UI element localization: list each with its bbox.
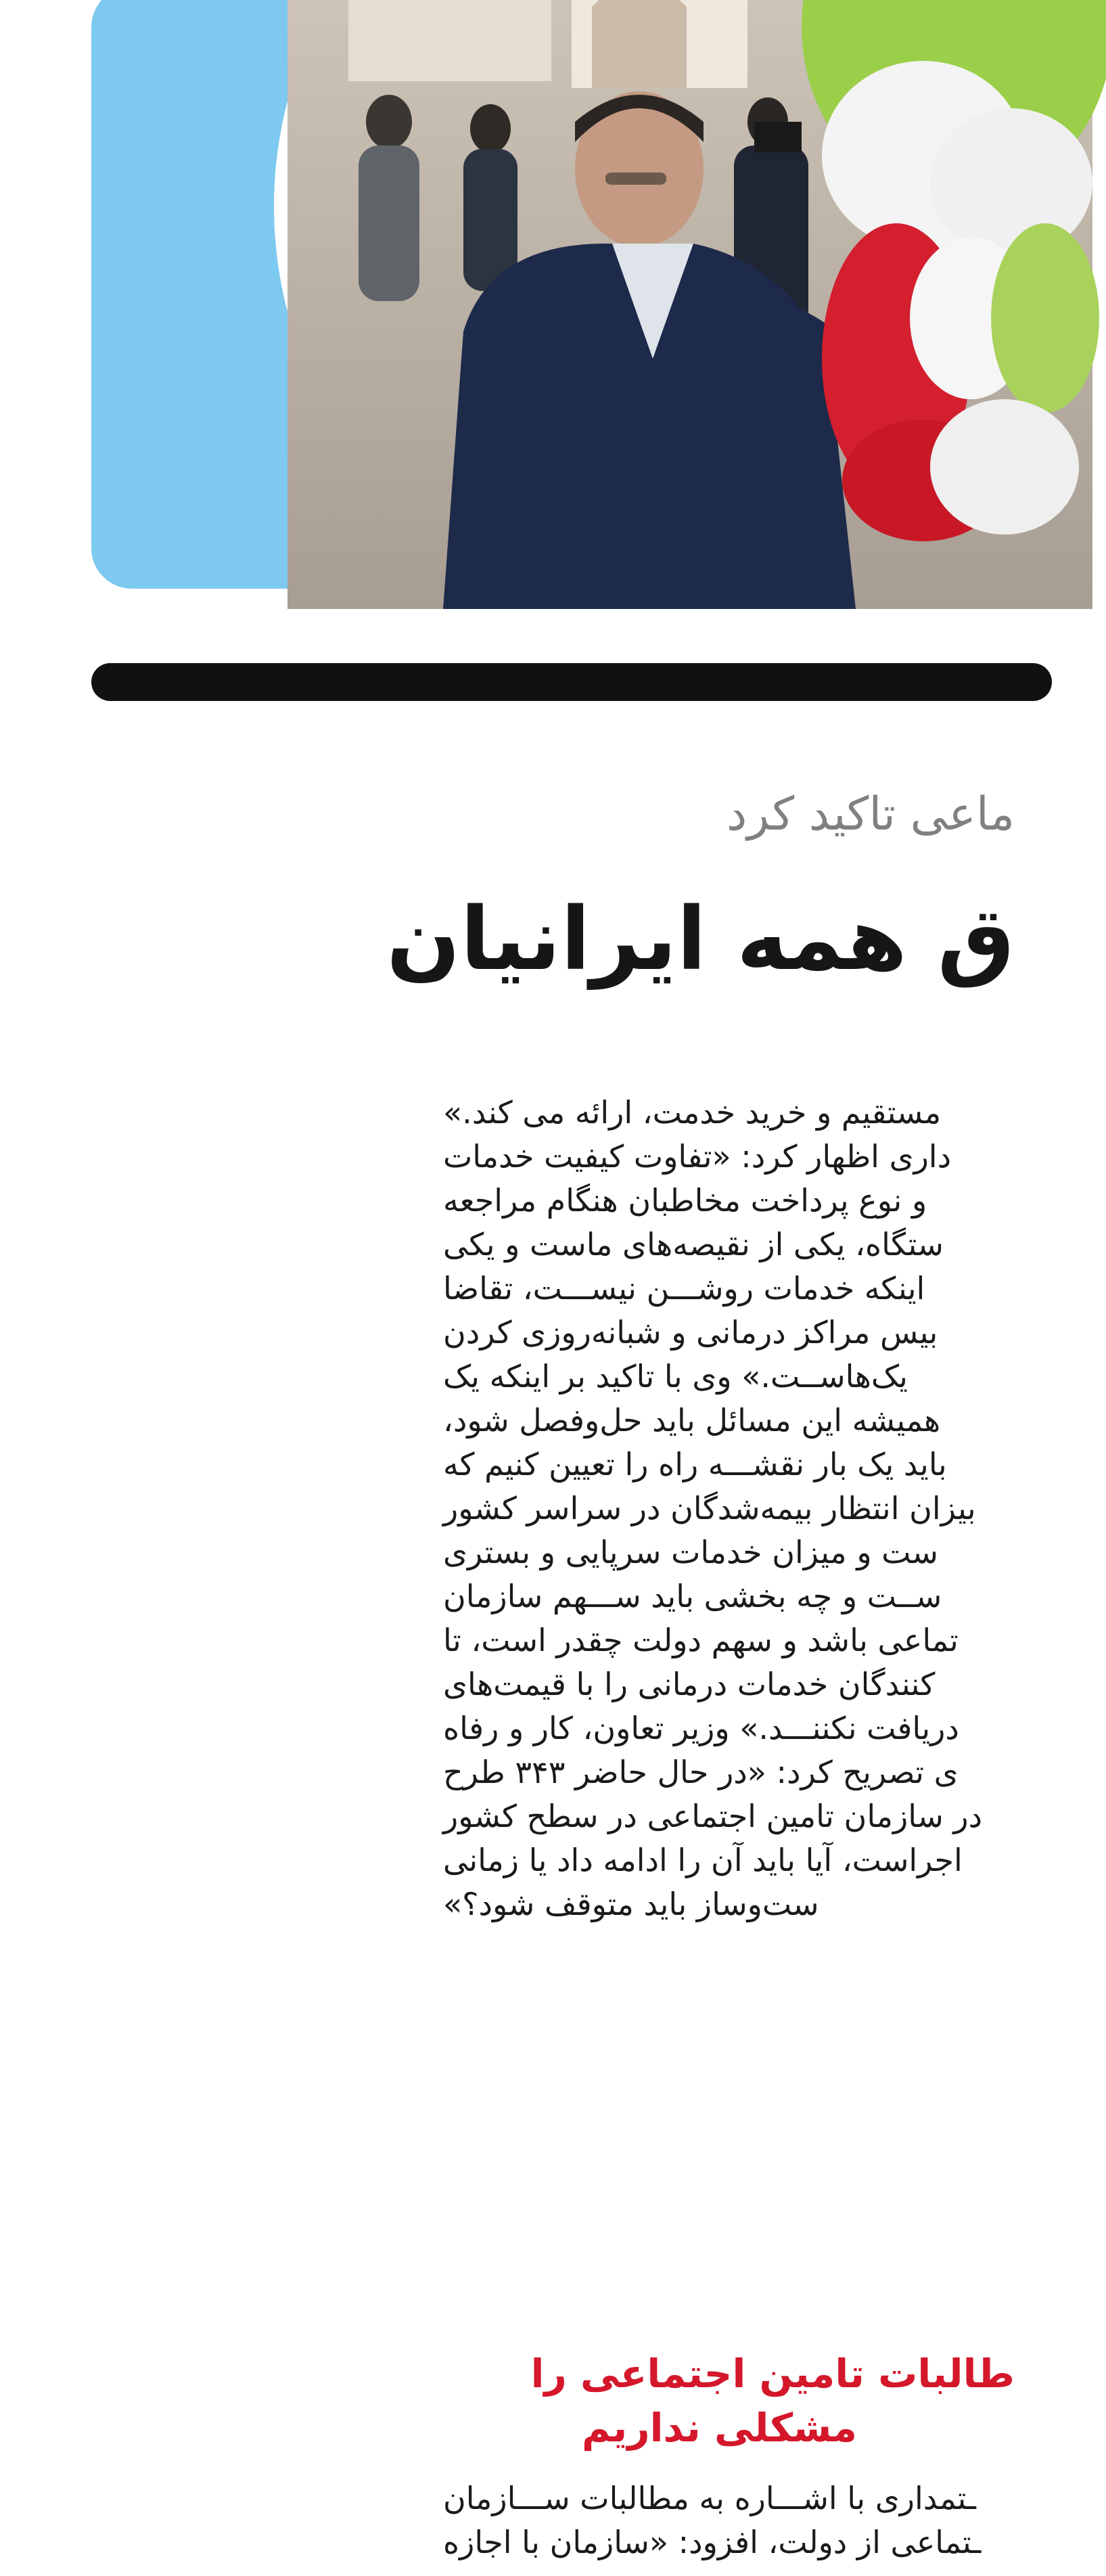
- body-line: در سازمان تامین اجتماعی در سطح کشور: [443, 1798, 983, 1834]
- body-line: ستگاه، یکی از نقیصه‌های ماست و یکی: [443, 1226, 944, 1263]
- body-line: ست و میزان خدمات سرپایی و بستری: [443, 1534, 938, 1571]
- body-line: تماعی باشد و سهم دولت چقدر است، تا: [443, 1622, 959, 1658]
- article-body-continued: [443, 2477, 1015, 2564]
- photo-illustration: [287, 0, 1092, 609]
- body-line: ســت و چه بخشی باید ســـهم سازمان: [443, 1578, 942, 1614]
- photo-panel: [91, 0, 1038, 589]
- subheading-line: مشکلی نداریم: [582, 2405, 858, 2451]
- subheading-line: طالبات تامین اجتماعی را: [530, 2351, 1015, 2397]
- article-kicker: ماعی تاکید کرد: [726, 788, 1015, 841]
- body-line: و نوع پرداخت مخاطبان هنگام مراجعه: [443, 1182, 927, 1219]
- article-photo: [274, 0, 1106, 623]
- body-line: بیس مراکز درمانی و شبانه‌روزی کردن: [443, 1314, 938, 1351]
- body-line: اینکه خدمات روشـــن نیســـت، تقاضا: [443, 1270, 925, 1307]
- body-line: همیشه این مسائل باید حل‌وفصل شود،: [443, 1402, 941, 1439]
- body-line: ست‌وساز باید متوقف شود؟»: [443, 1886, 819, 1922]
- article-headline: ق همه ایرانیان: [386, 889, 1015, 990]
- section-subheading: [530, 2347, 1015, 2455]
- body-line: باید یک بار نقشـــه راه را تعیین کنیم که: [443, 1446, 947, 1483]
- body-line: اجراست، آیا باید آن را ادامه داد یا زمانی: [443, 1842, 963, 1878]
- body-line: ـتماعی از دولت، افزود: «سازمان با اجازه: [443, 2524, 982, 2560]
- body-line: دریافت نکننـــد.» وزیر تعاون، کار و رفاه: [443, 1710, 959, 1746]
- body-line: مستقیم و خرید خدمت، ارائه می کند.»: [443, 1094, 942, 1131]
- article-body: [443, 1091, 1015, 1926]
- body-line: داری اظهار کرد: «تفاوت کیفیت خدمات: [443, 1138, 952, 1175]
- body-line: ـتمداری با اشـــاره به مطالبات ســـازمان: [443, 2480, 976, 2516]
- body-line: ی تصریح کرد: «در حال حاضر ۳۴۳ طرح: [443, 1754, 959, 1790]
- body-line: کنندگان خدمات درمانی را با قیمت‌های: [443, 1666, 936, 1702]
- body-line: یک‌هاســت.» وی با تاکید بر اینکه یک: [443, 1358, 908, 1395]
- divider-bar: [91, 663, 1052, 701]
- body-line: بیزان انتظار بیمه‌شدگان در سراسر کشور: [443, 1490, 976, 1527]
